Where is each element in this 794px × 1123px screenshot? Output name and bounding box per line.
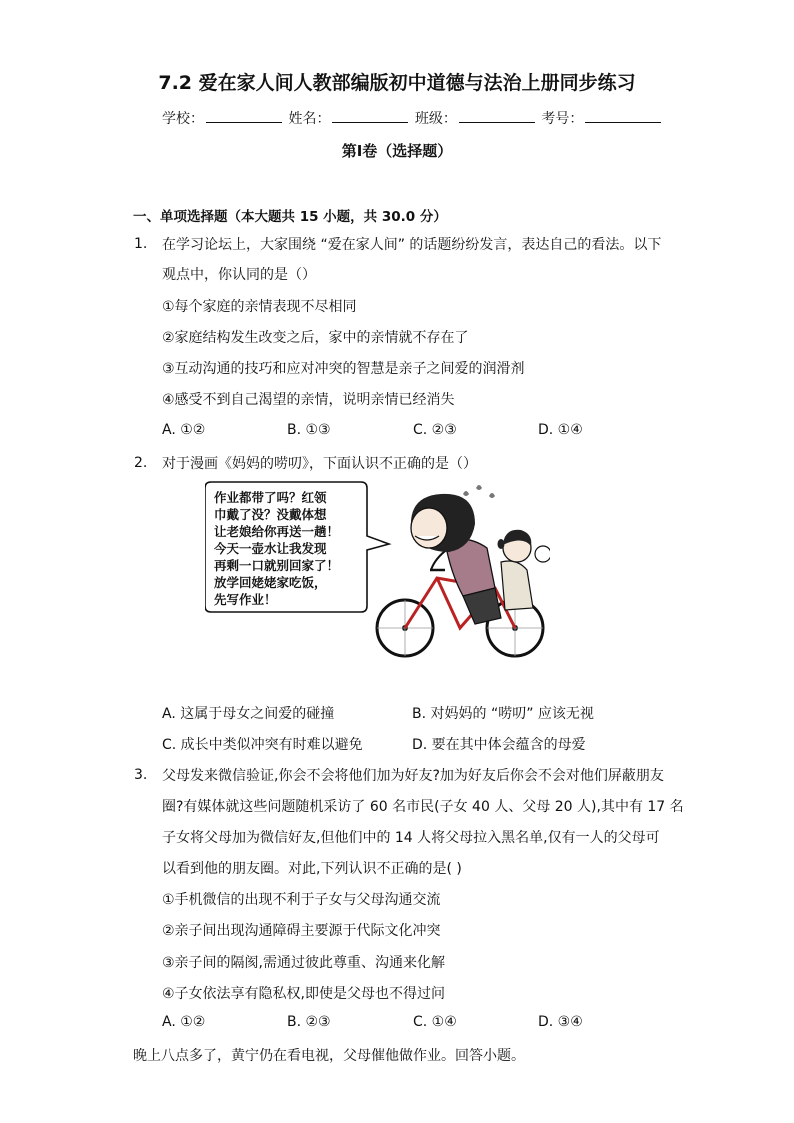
q3-stem-line2: 圈?有媒体就这些问题随机采访了 60 名市民(子女 40 人、父母 20 人),其中有 17 名	[162, 799, 684, 815]
class-blank[interactable]	[459, 108, 535, 123]
q3-statement-3: ③亲子间的隔阂,需通过彼此尊重、沟通来化解	[162, 955, 445, 971]
q3-statement-2: ②亲子间出现沟通障碍主要源于代际文化冲突	[162, 923, 441, 939]
student-info-line	[162, 108, 663, 128]
cartoon-illustration	[205, 478, 550, 668]
q2-number: 2.	[134, 455, 148, 471]
bubble-line-2: 巾戴了没？没戴体想	[214, 507, 327, 522]
q3-stem-line3: 子女将父母加为微信好友,但他们中的 14 人将父母拉入黑名单,仅有一人的父母可	[162, 830, 660, 846]
class-label: 班级：	[414, 111, 457, 127]
q1-option-c[interactable]: C. ②③	[413, 422, 457, 438]
q2-option-d[interactable]: D. 要在其中体会蕴含的母爱	[412, 737, 586, 753]
q3-statement-1: ①手机微信的出现不利于子女与父母沟通交流	[162, 892, 441, 908]
school-blank[interactable]	[206, 108, 282, 123]
name-label: 姓名：	[288, 111, 331, 127]
section-heading: 一、单项选择题（本大题共 15 小题，共 30.0 分）	[133, 209, 447, 225]
number-blank[interactable]	[585, 108, 661, 123]
volume-heading: 第Ⅰ卷（选择题）	[341, 142, 453, 160]
school-label: 学校：	[162, 111, 204, 127]
number-label: 考号：	[541, 111, 584, 127]
q1-statement-2: ②家庭结构发生改变之后，家中的亲情就不存在了	[162, 330, 469, 346]
page-title: 7.2 爱在家人间人教部编版初中道德与法治上册同步练习	[158, 72, 636, 94]
q3-option-b[interactable]: B. ②③	[287, 1014, 331, 1030]
bubble-line-3: 让老娘给你再送一趟！	[214, 524, 340, 539]
q3-stem-line4: 以看到他的朋友圈。对此,下列认识不正确的是( )	[162, 861, 462, 877]
q3-number: 3.	[134, 767, 148, 783]
bubble-line-1: 作业都带了吗？红领	[214, 490, 327, 505]
q1-number: 1.	[134, 236, 148, 252]
q1-stem-line1: 在学习论坛上，大家围绕 “爱在家人间” 的话题纷纷发言，表达自己的看法。以下	[162, 237, 662, 253]
q3-stem-line1: 父母发来微信验证,你会不会将他们加为好友?加为好友后你会不会对他们屏蔽朋友	[162, 768, 664, 784]
q1-statement-4: ④感受不到自己渴望的亲情，说明亲情已经消失	[162, 392, 455, 408]
q2-option-c[interactable]: C. 成长中类似冲突有时难以避免	[162, 737, 363, 753]
bubble-line-6: 放学回姥姥家吃饭，	[214, 575, 327, 590]
q1-statement-1: ①每个家庭的亲情表现不尽相同	[162, 299, 357, 315]
name-blank[interactable]	[332, 108, 408, 123]
q3-option-d[interactable]: D. ③④	[538, 1014, 583, 1030]
q2-stem: 对于漫画《妈妈的唠叨》，下面认识不正确的是（）	[162, 456, 477, 472]
q1-option-b[interactable]: B. ①③	[287, 422, 331, 438]
q1-stem-line2: 观点中，你认同的是（）	[162, 267, 316, 283]
q3-option-a[interactable]: A. ①②	[162, 1014, 206, 1030]
cartoon-mom-nagging	[205, 478, 550, 668]
bubble-line-4: 今天一壶水让我发现	[214, 541, 327, 556]
q2-option-b[interactable]: B. 对妈妈的 “唠叨” 应该无视	[412, 706, 594, 722]
bubble-line-7: 先写作业！	[214, 592, 277, 607]
q3-option-c[interactable]: C. ①④	[413, 1014, 457, 1030]
q4-intro: 晚上八点多了，黄宁仍在看电视，父母催他做作业。回答小题。	[133, 1048, 525, 1064]
q1-option-d[interactable]: D. ①④	[538, 422, 583, 438]
q2-option-a[interactable]: A. 这属于母女之间爱的碰撞	[162, 706, 335, 722]
bubble-line-5: 再剩一口就别回家了！	[214, 558, 340, 573]
q1-statement-3: ③互动沟通的技巧和应对冲突的智慧是亲子之间爱的润滑剂	[162, 361, 525, 377]
q1-option-a[interactable]: A. ①②	[162, 422, 206, 438]
q3-statement-4: ④子女依法享有隐私权,即使是父母也不得过问	[162, 986, 445, 1002]
